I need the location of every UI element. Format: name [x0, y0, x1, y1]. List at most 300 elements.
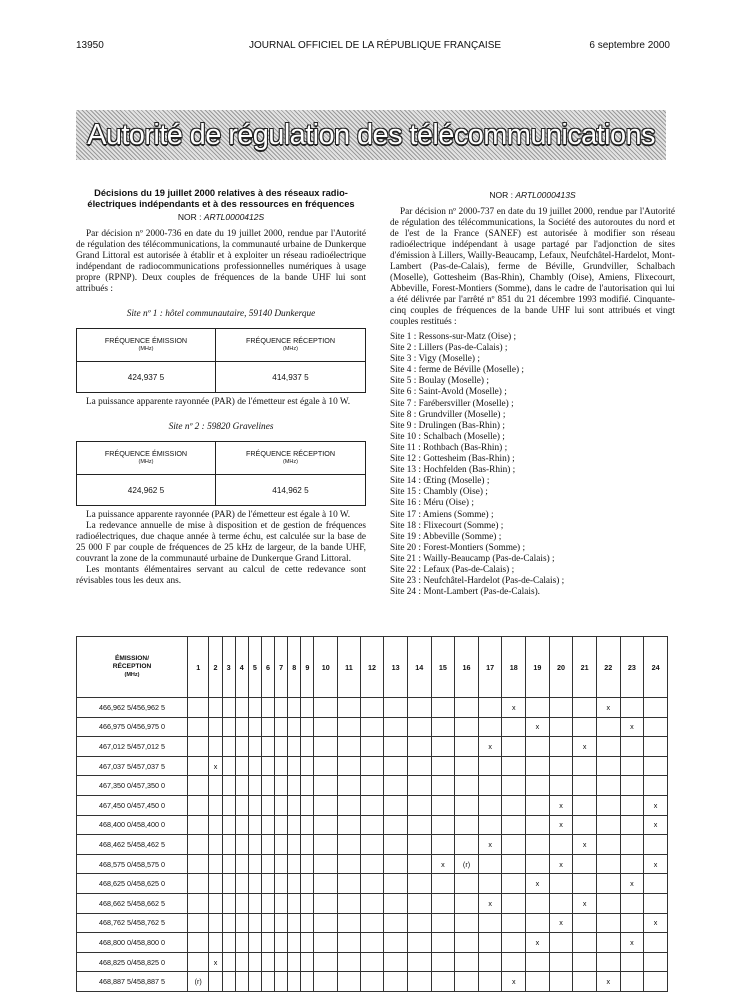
assignment-cell — [314, 815, 338, 835]
assignment-cell: x — [620, 874, 644, 894]
table-row — [77, 717, 668, 737]
assignment-cell — [188, 815, 209, 835]
assignment-cell — [431, 815, 455, 835]
assignment-cell — [407, 815, 431, 835]
assignment-cell — [384, 854, 408, 874]
assignment-cell — [478, 952, 502, 972]
assignment-cell: x — [644, 854, 668, 874]
assignment-cell — [431, 933, 455, 953]
assignment-cell — [644, 698, 668, 718]
assignment-cell: x — [478, 737, 502, 757]
assignment-cell — [431, 737, 455, 757]
site-column-header: 23 — [620, 637, 644, 698]
table-row — [77, 893, 668, 913]
frequency-pair: 466,962 5/456,962 5 — [77, 698, 188, 718]
frequency-pair: 467,350 0/457,350 0 — [77, 776, 188, 796]
assignment-cell — [288, 952, 301, 972]
assignment-cell — [222, 972, 235, 992]
assignment-cell — [573, 952, 597, 972]
assignment-cell — [644, 933, 668, 953]
assignment-cell — [596, 737, 620, 757]
assignment-cell — [235, 776, 248, 796]
site-column-header: 9 — [301, 637, 314, 698]
assignment-cell — [314, 776, 338, 796]
assignment-cell — [301, 698, 314, 718]
assignment-cell — [384, 972, 408, 992]
assignment-cell — [209, 933, 222, 953]
assignment-cell — [360, 737, 384, 757]
assignment-cell — [261, 698, 274, 718]
assignment-cell — [288, 893, 301, 913]
table-row — [77, 972, 668, 992]
assignment-cell — [360, 835, 384, 855]
assignment-cell — [209, 913, 222, 933]
table-row — [77, 776, 668, 796]
assignment-cell — [261, 776, 274, 796]
assignment-cell — [360, 952, 384, 972]
assignment-cell — [596, 815, 620, 835]
assignment-cell — [407, 795, 431, 815]
assignment-cell — [620, 795, 644, 815]
assignment-cell — [360, 717, 384, 737]
assignment-cell — [235, 952, 248, 972]
assignment-cell — [338, 874, 361, 894]
assignment-cell — [314, 854, 338, 874]
assignment-cell — [455, 698, 479, 718]
site-list-item: Site 8 : Grundviller (Moselle) ; — [390, 409, 506, 420]
assignment-cell — [502, 835, 526, 855]
assignment-cell — [338, 854, 361, 874]
assignment-cell — [455, 776, 479, 796]
assignment-cell — [407, 874, 431, 894]
assignment-cell: (r) — [188, 972, 209, 992]
assignment-cell — [526, 893, 550, 913]
assignment-cell — [455, 893, 479, 913]
assignment-cell — [502, 737, 526, 757]
table-row — [77, 933, 668, 953]
reception-value: 414,962 5 — [215, 475, 365, 506]
right-column — [390, 188, 675, 598]
assignment-cell — [338, 815, 361, 835]
assignment-cell — [314, 952, 338, 972]
assignment-cell — [455, 795, 479, 815]
assignment-cell — [573, 776, 597, 796]
assignment-cell — [526, 756, 550, 776]
assignment-cell — [222, 815, 235, 835]
issue-date: 6 septembre 2000 — [589, 40, 670, 51]
assignment-cell — [248, 913, 261, 933]
assignment-cell — [596, 717, 620, 737]
assignment-cell — [644, 893, 668, 913]
assignment-cell — [407, 893, 431, 913]
site-column-header: 24 — [644, 637, 668, 698]
assignment-cell — [644, 874, 668, 894]
assignment-cell — [301, 933, 314, 953]
assignment-cell — [526, 795, 550, 815]
assignment-cell — [275, 776, 288, 796]
site-list-item: Site 15 : Chambly (Oise) ; — [390, 487, 488, 498]
assignment-cell — [573, 854, 597, 874]
assignment-cell: x — [620, 717, 644, 737]
assignment-cell — [360, 893, 384, 913]
frequency-pair: 467,012 5/457,012 5 — [77, 737, 188, 757]
nor-label: NOR : — [489, 190, 513, 200]
assignment-cell: (r) — [455, 854, 479, 874]
assignment-cell — [188, 933, 209, 953]
assignment-cell — [222, 698, 235, 718]
assignment-cell — [526, 913, 550, 933]
assignment-cell — [549, 933, 573, 953]
site-column-header: 3 — [222, 637, 235, 698]
assignment-cell — [275, 933, 288, 953]
site-list-item: Site 6 : Saint-Avold (Moselle) ; — [390, 387, 507, 398]
assignment-cell — [209, 776, 222, 796]
assignment-cell — [644, 737, 668, 757]
assignment-cell — [596, 913, 620, 933]
table-row — [77, 698, 668, 718]
assignment-cell — [188, 717, 209, 737]
frequency-pair: 468,762 5/458,762 5 — [77, 913, 188, 933]
assignment-cell: x — [620, 933, 644, 953]
assignment-cell — [384, 795, 408, 815]
assignment-cell: x — [644, 913, 668, 933]
assignment-cell — [222, 776, 235, 796]
assignment-cell — [596, 776, 620, 796]
assignment-cell — [314, 913, 338, 933]
assignment-cell — [275, 737, 288, 757]
frequency-pair: 468,662 5/458,662 5 — [77, 893, 188, 913]
assignment-cell — [360, 756, 384, 776]
assignment-cell — [455, 835, 479, 855]
assignment-cell — [526, 854, 550, 874]
assignment-cell — [502, 776, 526, 796]
section-banner — [76, 110, 666, 160]
assignment-cell — [384, 952, 408, 972]
assignment-cell — [275, 815, 288, 835]
assignment-cell — [275, 972, 288, 992]
assignment-cell — [188, 854, 209, 874]
assignment-cell — [288, 835, 301, 855]
assignment-cell — [596, 835, 620, 855]
site-list-item: Site 11 : Rothbach (Bas-Rhin) ; — [390, 442, 508, 453]
assignment-cell — [188, 952, 209, 972]
table-row — [77, 835, 668, 855]
assignment-cell — [188, 913, 209, 933]
assignment-cell — [573, 795, 597, 815]
frequency-pair: 468,887 5/458,887 5 — [77, 972, 188, 992]
assignment-cell — [338, 952, 361, 972]
assignment-cell — [314, 795, 338, 815]
assignment-cell — [222, 756, 235, 776]
assignment-cell — [275, 893, 288, 913]
assignment-cell — [478, 756, 502, 776]
frequency-pair: 468,462 5/458,462 5 — [77, 835, 188, 855]
site-list-item: Site 4 : ferme de Béville (Moselle) ; — [390, 365, 524, 376]
assignment-cell — [478, 933, 502, 953]
assignment-cell: x — [549, 913, 573, 933]
assignment-cell — [338, 737, 361, 757]
assignment-cell — [261, 717, 274, 737]
assignment-cell — [596, 952, 620, 972]
site2-frequency-table — [76, 441, 366, 506]
assignment-cell — [431, 756, 455, 776]
site-list-item: Site 10 : Schalbach (Moselle) ; — [390, 431, 505, 442]
assignment-cell — [188, 776, 209, 796]
assignment-cell — [209, 893, 222, 913]
assignment-cell — [288, 913, 301, 933]
assignment-cell — [301, 815, 314, 835]
assignment-cell — [235, 698, 248, 718]
assignment-cell — [222, 913, 235, 933]
assignment-cell — [620, 776, 644, 796]
assignment-cell — [360, 913, 384, 933]
assignment-cell — [288, 933, 301, 953]
assignment-cell — [248, 717, 261, 737]
assignment-cell: x — [596, 972, 620, 992]
assignment-cell — [478, 776, 502, 796]
assignment-cell — [314, 972, 338, 992]
assignment-cell — [188, 795, 209, 815]
emission-header: FRÉQUENCE ÉMISSION (MHz) — [77, 329, 216, 362]
page-number: 13950 — [76, 40, 104, 51]
assignment-cell — [549, 717, 573, 737]
assignment-cell — [275, 795, 288, 815]
assignment-cell — [235, 972, 248, 992]
assignment-cell — [360, 795, 384, 815]
emission-reception-header: ÉMISSION/ RÉCEPTION (MHz) — [77, 637, 188, 698]
site-column-header: 20 — [549, 637, 573, 698]
site-list-item: Site 21 : Wailly-Beaucamp (Pas-de-Calais) ; — [390, 553, 555, 564]
assignment-cell — [222, 874, 235, 894]
assignment-cell — [314, 717, 338, 737]
assignment-cell — [478, 815, 502, 835]
assignment-cell: x — [502, 972, 526, 992]
assignment-cell: x — [573, 835, 597, 855]
assignment-cell — [596, 795, 620, 815]
assignment-cell — [288, 815, 301, 835]
table-row — [77, 854, 668, 874]
site-list-item: Site 13 : Hochfelden (Bas-Rhin) ; — [390, 465, 516, 476]
assignment-cell — [502, 717, 526, 737]
assignment-cell — [301, 913, 314, 933]
assignment-cell — [644, 835, 668, 855]
assignment-cell — [478, 795, 502, 815]
assignment-cell: x — [502, 698, 526, 718]
par-text-1: La puissance apparente rayonnée (PAR) de l'émetteur est égale à 10 W. — [86, 397, 351, 407]
assignment-cell — [209, 717, 222, 737]
assignment-cell — [338, 913, 361, 933]
assignment-cell — [314, 933, 338, 953]
assignment-cell: x — [644, 815, 668, 835]
assignment-cell — [261, 815, 274, 835]
assignment-cell — [235, 854, 248, 874]
assignment-cell — [549, 972, 573, 992]
assignment-cell — [573, 717, 597, 737]
assignment-cell — [301, 874, 314, 894]
assignment-cell — [360, 698, 384, 718]
assignment-cell — [222, 835, 235, 855]
assignment-cell — [222, 933, 235, 953]
assignment-cell — [288, 874, 301, 894]
nor-code: ARTL0000412S — [203, 212, 265, 222]
assignment-cell — [261, 874, 274, 894]
assignment-cell — [261, 854, 274, 874]
assignment-cell — [455, 815, 479, 835]
assignment-cell — [549, 737, 573, 757]
assignment-cell — [248, 776, 261, 796]
site-list-item: Site 5 : Boulay (Moselle) ; — [390, 376, 489, 387]
reception-header: FRÉQUENCE RÉCEPTION (MHz) — [215, 329, 365, 362]
assignment-cell — [338, 776, 361, 796]
site-column-header: 18 — [502, 637, 526, 698]
assignment-cell — [407, 952, 431, 972]
assignment-cell — [384, 737, 408, 757]
assignment-cell — [455, 972, 479, 992]
site-list-item: Site 1 : Ressons-sur-Matz (Oise) ; — [390, 332, 517, 342]
site-list-item: Site 23 : Neufchâtel-Hardelot (Pas-de-Calais) ; — [390, 576, 565, 587]
redevance-text: La redevance annuelle de mise à disposition et de gestion de fréquences radioélectriques, due chaque année à terme échu, est calculée sur la base de 25 000 F par couple de fréquences de 25 kHz de largeur, de la bande UHF, couvrant la zone de la communauté urbaine de Dunkerque Grand Littoral. — [76, 521, 366, 564]
assignment-cell — [431, 913, 455, 933]
assignment-cell — [384, 893, 408, 913]
table-row — [77, 795, 668, 815]
assignment-cell — [478, 854, 502, 874]
table-row — [77, 874, 668, 894]
nor-reference-right — [390, 190, 675, 201]
table-row — [77, 913, 668, 933]
site-list-item: Site 3 : Vigy (Moselle) ; — [390, 354, 480, 365]
emission-value: 424,962 5 — [77, 475, 216, 506]
assignment-cell — [261, 795, 274, 815]
site-column-header: 7 — [275, 637, 288, 698]
site-list-item: Site 9 : Drulingen (Bas-Rhin) ; — [390, 420, 505, 431]
assignment-cell — [261, 913, 274, 933]
assignment-cell — [407, 737, 431, 757]
site-list-item: Site 16 : Méru (Oise) ; — [390, 498, 474, 509]
frequency-pair: 467,037 5/457,037 5 — [77, 756, 188, 776]
decision-737-text: Par décision nº 2000-737 en date du 19 juillet 2000, rendue par l'Autorité de régulation des télécommunications, la Société des autoroutes du nord et de l'est de la France (SANEF) est autorisée à modifier son réseau radioélectrique indépendant à usage partagé par l'adjonction de sites d'émission à Lillers, Wailly-Beaucamp, Lefaux, Neufchâtel-Hardelot, Mont-Lambert (Pas-de-Calais), ferme de Béville, Grundviller, Schalbach (Moselle), Gottesheim (Bas-Rhin), Chambly (Oise), Amiens, Flixecourt, Abbeville, Forest-Montiers (Somme), dans le cadre de l'autorisation qui lui a été délivrée par l'arrêté nº 851 du 21 décembre 1993 modifié. Cinquante-cinq couples de fréquences de la bande UHF lui sont attribués et vingt couples restitués : — [390, 207, 675, 327]
assignment-cell — [384, 717, 408, 737]
assignment-cell — [526, 776, 550, 796]
assignment-cell — [431, 795, 455, 815]
site-column-header: 6 — [261, 637, 274, 698]
assignment-cell — [209, 874, 222, 894]
assignment-cell — [620, 893, 644, 913]
frequency-pair: 468,625 0/458,625 0 — [77, 874, 188, 894]
nor-code: ARTL0000413S — [515, 190, 576, 200]
assignment-cell — [235, 756, 248, 776]
frequency-pair: 468,575 0/458,575 0 — [77, 854, 188, 874]
assignment-cell — [384, 776, 408, 796]
assignment-cell — [407, 717, 431, 737]
assignment-cell — [288, 776, 301, 796]
assignment-cell: x — [478, 893, 502, 913]
assignment-cell — [407, 835, 431, 855]
assignment-cell — [248, 933, 261, 953]
journal-title: JOURNAL OFFICIEL DE LA RÉPUBLIQUE FRANÇAISE — [248, 40, 502, 51]
assignment-cell — [248, 835, 261, 855]
assignment-cell — [620, 835, 644, 855]
assignment-cell — [620, 815, 644, 835]
assignment-cell — [248, 874, 261, 894]
assignment-cell — [573, 913, 597, 933]
assignment-cell — [407, 776, 431, 796]
assignment-cell — [360, 854, 384, 874]
assignment-cell — [301, 893, 314, 913]
assignment-cell — [301, 835, 314, 855]
assignment-cell — [275, 717, 288, 737]
assignment-cell — [644, 952, 668, 972]
site-column-header: 1 — [188, 637, 209, 698]
assignment-cell — [360, 933, 384, 953]
site-list-item: Site 7 : Farébersviller (Moselle) ; — [390, 398, 514, 409]
assignment-cell — [235, 874, 248, 894]
frequency-pair: 468,825 0/458,825 0 — [77, 952, 188, 972]
assignment-cell — [288, 854, 301, 874]
assignment-cell: x — [431, 854, 455, 874]
assignment-cell — [549, 952, 573, 972]
assignment-cell — [644, 717, 668, 737]
site-list-item: Site 12 : Gottesheim (Bas-Rhin) ; — [390, 454, 515, 465]
site-column-header: 4 — [235, 637, 248, 698]
site-column-header: 5 — [248, 637, 261, 698]
table-row — [77, 737, 668, 757]
assignment-cell — [261, 933, 274, 953]
assignment-cell — [549, 893, 573, 913]
assignment-cell — [596, 756, 620, 776]
site-list-item: Site 2 : Lillers (Pas-de-Calais) ; — [390, 343, 508, 354]
assignment-cell — [235, 737, 248, 757]
assignment-cell: x — [209, 756, 222, 776]
assignment-cell — [248, 972, 261, 992]
assignment-cell — [314, 698, 338, 718]
assignment-cell — [301, 737, 314, 757]
assignment-cell — [502, 795, 526, 815]
assignment-cell — [596, 893, 620, 913]
assignment-cell — [222, 854, 235, 874]
assignment-cell — [235, 835, 248, 855]
assignment-cell — [209, 737, 222, 757]
emission-header: FRÉQUENCE ÉMISSION (MHz) — [77, 442, 216, 475]
assignment-cell — [384, 933, 408, 953]
assignment-cell — [360, 776, 384, 796]
assignment-cell — [620, 972, 644, 992]
assignment-cell — [248, 952, 261, 972]
assignment-cell — [301, 795, 314, 815]
assignment-cell — [431, 776, 455, 796]
assignment-cell — [549, 874, 573, 894]
assignment-cell — [248, 893, 261, 913]
assignment-cell — [338, 795, 361, 815]
assignment-cell — [384, 913, 408, 933]
site-column-header: 8 — [288, 637, 301, 698]
assignment-cell: x — [549, 854, 573, 874]
assignment-cell — [596, 854, 620, 874]
banner-title: Autorité de régulation des télécommunications — [87, 118, 655, 151]
assignment-cell — [573, 815, 597, 835]
assignment-cell — [275, 756, 288, 776]
assignment-cell — [338, 835, 361, 855]
site-list-item: Site 18 : Flixecourt (Somme) ; — [390, 520, 504, 531]
assignment-cell — [222, 893, 235, 913]
assignment-cell — [188, 874, 209, 894]
assignment-cell — [526, 815, 550, 835]
frequency-site-grid — [76, 636, 668, 992]
assignment-cell — [620, 913, 644, 933]
assignment-cell — [222, 952, 235, 972]
assignment-cell — [502, 952, 526, 972]
assignment-cell: x — [526, 874, 550, 894]
assignment-cell: x — [573, 893, 597, 913]
